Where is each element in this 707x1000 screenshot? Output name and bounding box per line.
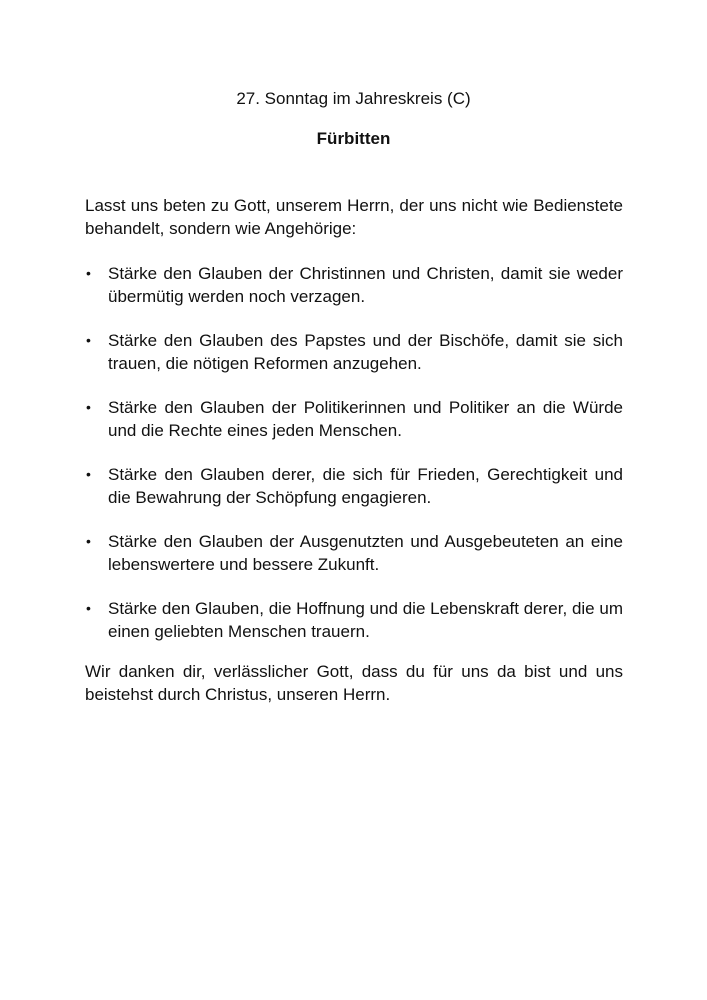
bullet-icon: •: [86, 265, 91, 281]
petition-item: [85, 597, 623, 643]
petition-text: Stärke den Glauben der Christinnen und Christen, damit sie weder übermütig werden noch verzagen.: [108, 264, 623, 306]
closing-paragraph: Wir danken dir, verlässlicher Gott, dass du für uns da bist und uns beistehst durch Christus, unseren Herrn.: [85, 662, 623, 704]
bullet-icon: •: [86, 600, 91, 616]
petition-text: Stärke den Glauben des Papstes und der Bischöfe, damit sie sich trauen, die nötigen Reformen anzugehen.: [108, 331, 623, 373]
bullet-icon: •: [86, 332, 91, 348]
bullet-icon: •: [86, 533, 91, 549]
petition-text: Stärke den Glauben, die Hoffnung und die Lebenskraft derer, die um einen geliebten Menschen trauern.: [108, 599, 623, 641]
petition-text: Stärke den Glauben der Politikerinnen und Politiker an die Würde und die Rechte eines jeden Menschen.: [108, 398, 623, 440]
petition-item: [85, 463, 623, 509]
petition-item: [85, 262, 623, 308]
page-title: Fürbitten: [316, 129, 391, 148]
petition-item: [85, 396, 623, 442]
occasion-heading: 27. Sonntag im Jahreskreis (C): [236, 89, 471, 108]
bullet-icon: •: [86, 466, 91, 482]
petition-text: Stärke den Glauben der Ausgenutzten und Ausgebeuteten an eine lebenswertere und bessere Zukunft.: [108, 532, 623, 574]
intro-paragraph: Lasst uns beten zu Gott, unserem Herrn, der uns nicht wie Bedienstete behandelt, sondern wie Angehörige:: [85, 196, 623, 238]
bullet-icon: •: [86, 399, 91, 415]
petition-list: [85, 262, 623, 664]
petition-item: [85, 530, 623, 576]
petition-item: [85, 329, 623, 375]
petition-text: Stärke den Glauben derer, die sich für Frieden, Gerechtigkeit und die Bewahrung der Schöpfung engagieren.: [108, 465, 623, 507]
